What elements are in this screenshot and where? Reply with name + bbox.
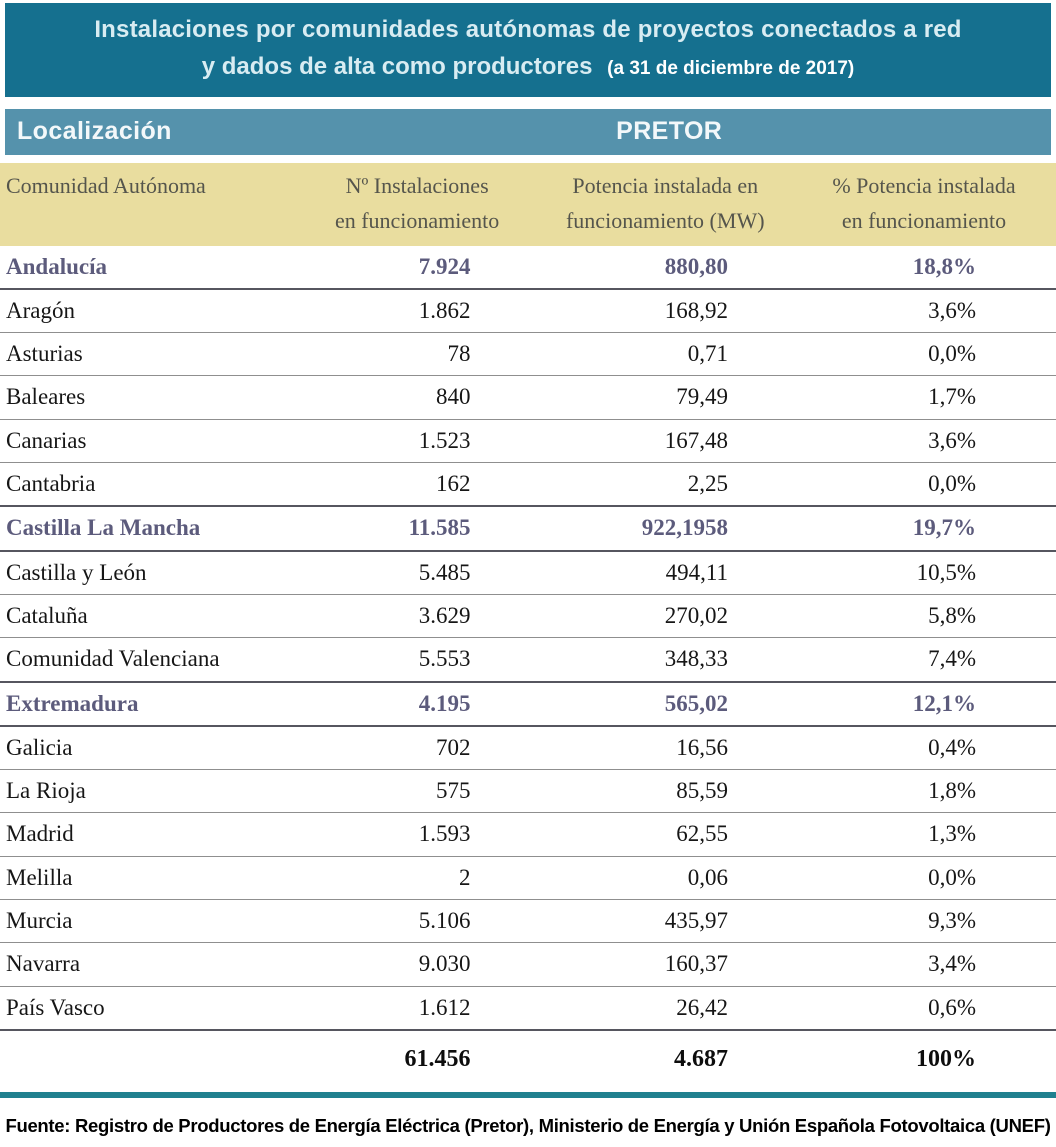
title-date-note: (a 31 de diciembre de 2017): [607, 57, 855, 79]
table-row: [0, 463, 1056, 507]
row-percent: 5,8%: [792, 594, 1056, 637]
row-percent: 12,1%: [792, 682, 1056, 726]
row-percent: 1,3%: [792, 813, 1056, 856]
row-power: 0,06: [539, 856, 792, 899]
row-name: Comunidad Valenciana: [0, 638, 296, 682]
row-name: Galicia: [0, 726, 296, 770]
row-installations: 7.924: [418, 253, 471, 279]
row-percent: 3,6%: [792, 419, 1056, 462]
row-power: 62,55: [539, 813, 792, 856]
row-name: País Vasco: [0, 986, 296, 1030]
row-name: Cantabria: [0, 463, 296, 507]
row-power: 26,42: [539, 986, 792, 1030]
row-power: 79,49: [539, 376, 792, 419]
total-percent: 100%: [792, 1030, 1056, 1090]
total-power: 4.687: [539, 1030, 792, 1090]
row-name: Navarra: [0, 943, 296, 986]
row-power: 85,59: [539, 770, 792, 813]
row-installations: 2: [296, 856, 539, 899]
row-percent: 0,0%: [792, 463, 1056, 507]
row-installations: 575: [296, 770, 539, 813]
row-power: 2,25: [539, 463, 792, 507]
table-row: [0, 943, 1056, 986]
header-text-line2: en funcionamiento: [334, 207, 500, 233]
total-row-empty-cell: [0, 1030, 296, 1090]
row-percent: 0,4%: [792, 726, 1056, 770]
row-name: Melilla: [0, 856, 296, 899]
row-percent: 19,7%: [792, 506, 1056, 550]
row-power: 565,02: [539, 682, 792, 726]
row-installations: 9.030: [296, 943, 539, 986]
row-installations: 5.485: [296, 551, 539, 595]
row-installations: 1.612: [296, 986, 539, 1030]
row-power: 348,33: [539, 638, 792, 682]
row-name: La Rioja: [0, 770, 296, 813]
installations-table: [0, 163, 1056, 1090]
row-power: 0,71: [539, 333, 792, 376]
header-potencia-instalada: [539, 163, 792, 246]
header-comunidad-autonoma: [0, 163, 296, 246]
row-power: 922,1958: [539, 506, 792, 550]
row-power: 16,56: [539, 726, 792, 770]
table-row: [0, 770, 1056, 813]
source-footer: Fuente: Registro de Productores de Energía Eléctrica (Pretor), Ministerio de Energía y Unión Española Fotovoltaica (UNEF): [5, 1114, 1051, 1136]
row-percent: 0,0%: [792, 856, 1056, 899]
row-percent: 0,0%: [792, 333, 1056, 376]
header-pct-potencia: [792, 163, 1056, 246]
table-row: [0, 289, 1056, 333]
table-row: [0, 986, 1056, 1030]
header-text-line2: en funcionamiento: [841, 207, 1007, 233]
total-row: [0, 1030, 1056, 1090]
row-name: Murcia: [0, 900, 296, 943]
page-title-line2: y dados de alta como productores: [201, 52, 593, 80]
table-row: [0, 551, 1056, 595]
table-header-row: [0, 163, 1056, 246]
row-percent: 9,3%: [792, 900, 1056, 943]
row-percent: 1,8%: [792, 770, 1056, 813]
row-power: 494,11: [539, 551, 792, 595]
row-name: Cataluña: [0, 594, 296, 637]
row-percent: 10,5%: [792, 551, 1056, 595]
row-name: Andalucía: [6, 253, 107, 279]
row-installations: 4.195: [296, 682, 539, 726]
table-row: [0, 246, 1056, 289]
table-row: [0, 594, 1056, 637]
location-band: [5, 109, 1051, 155]
table-row: [0, 638, 1056, 682]
row-installations: 5.106: [296, 900, 539, 943]
table-row: [0, 506, 1056, 550]
row-percent: 7,4%: [792, 638, 1056, 682]
row-percent: 18,8%: [912, 253, 976, 279]
row-name: Canarias: [0, 419, 296, 462]
table-row: [0, 813, 1056, 856]
row-power: 168,92: [539, 289, 792, 333]
page-title-line1: Instalaciones por comunidades autónomas de proyectos conectados a red: [94, 16, 962, 43]
row-installations: 702: [296, 726, 539, 770]
row-name: Aragón: [0, 289, 296, 333]
row-name: Asturias: [0, 333, 296, 376]
band-pretor-label: PRETOR: [616, 117, 723, 146]
row-percent: 1,7%: [792, 376, 1056, 419]
row-power: 167,48: [539, 419, 792, 462]
table-row: [0, 333, 1056, 376]
table-row: [0, 376, 1056, 419]
header-text-line2: funcionamiento (MW): [565, 207, 765, 233]
table-row: [0, 900, 1056, 943]
row-installations: 5.553: [296, 638, 539, 682]
row-installations: 1.862: [296, 289, 539, 333]
header-text: % Potencia instalada: [832, 172, 1016, 198]
table-row: [0, 682, 1056, 726]
row-installations: 1.593: [296, 813, 539, 856]
row-installations: 1.523: [296, 419, 539, 462]
row-percent: 3,4%: [792, 943, 1056, 986]
row-name: Extremadura: [0, 682, 296, 726]
row-power: 435,97: [539, 900, 792, 943]
row-installations: 11.585: [296, 506, 539, 550]
row-installations: 840: [296, 376, 539, 419]
row-installations: 3.629: [296, 594, 539, 637]
page-title-line2-wrap: [19, 53, 1037, 82]
row-percent: 3,6%: [792, 289, 1056, 333]
header-text: Potencia instalada en: [572, 172, 759, 198]
row-installations: 78: [296, 333, 539, 376]
table-body: [0, 246, 1056, 1030]
report-page: [0, 3, 1056, 1147]
row-name: Baleares: [0, 376, 296, 419]
row-power: 270,02: [539, 594, 792, 637]
row-name: Castilla La Mancha: [0, 506, 296, 550]
table-row: [0, 856, 1056, 899]
header-text: Nº Instalaciones: [345, 172, 489, 198]
row-installations: 162: [296, 463, 539, 507]
row-percent: 0,6%: [792, 986, 1056, 1030]
band-localizacion-label: Localización: [17, 117, 172, 146]
table-row: [0, 726, 1056, 770]
row-name: Madrid: [0, 813, 296, 856]
row-power: 160,37: [539, 943, 792, 986]
row-power: 880,80: [664, 253, 728, 279]
header-text: Comunidad Autónoma: [6, 172, 206, 198]
row-name: Castilla y León: [0, 551, 296, 595]
table-row: [0, 419, 1056, 462]
total-installations: 61.456: [296, 1030, 539, 1090]
title-banner: [5, 3, 1051, 97]
header-num-instalaciones: [296, 163, 539, 246]
